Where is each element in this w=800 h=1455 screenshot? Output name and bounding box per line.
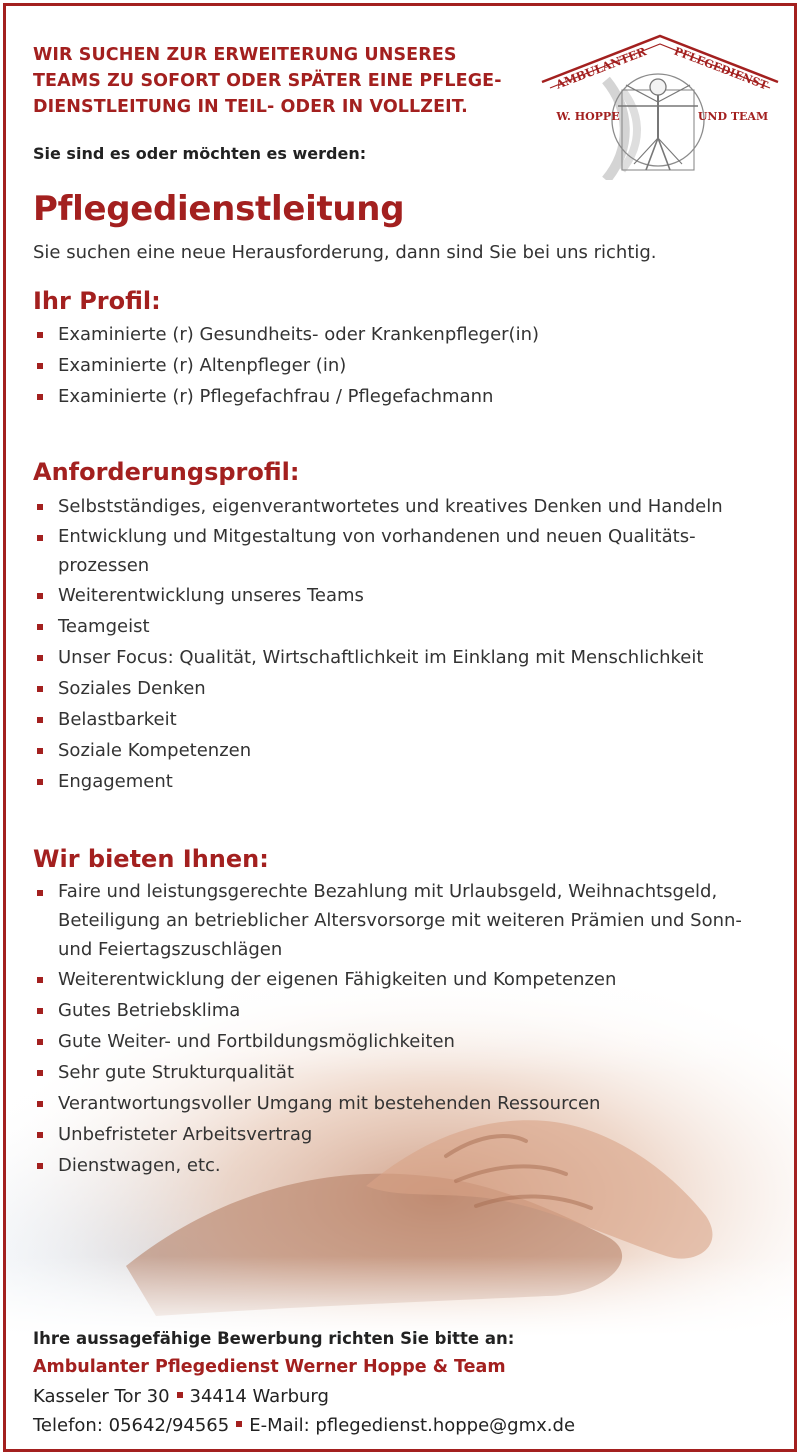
list-item: Dienstwagen, etc. xyxy=(33,1150,768,1181)
list-item: Weiterentwicklung der eigenen Fähigkeiten und Kompetenzen xyxy=(33,964,768,995)
list-item: Faire und leistungsgerechte Bezahlung mit Urlaubsgeld, Weihnachtsgeld, Beteiligung an betrieblicher Altersvorsorge mit weiteren Prämien und Sonn- und Feiertagszuschlägen xyxy=(33,877,768,964)
list-item: Entwicklung und Mitgestaltung von vorhandenen und neuen Qualitäts- prozessen xyxy=(33,522,783,580)
list-item: Engagement xyxy=(33,766,783,797)
apply-note: Ihre aussagefähige Bewerbung richten Sie bitte an: xyxy=(33,1329,515,1348)
list-item: Unser Focus: Qualität, Wirtschaftlichkeit im Einklang mit Menschlichkeit xyxy=(33,642,783,673)
phone: Telefon: 05642/94565 xyxy=(33,1415,230,1436)
logo-text-bottom-left: W. HOPPE xyxy=(556,110,620,123)
list-item: Weiterentwicklung unseres Teams xyxy=(33,580,783,611)
list-item: Soziales Denken xyxy=(33,673,783,704)
list-item: Soziale Kompetenzen xyxy=(33,735,783,766)
headline-line: TEAMS ZU SOFORT ODER SPÄTER EINE PFLEGE- xyxy=(33,71,502,91)
headline xyxy=(33,42,533,120)
section-title-anforderungen: Anforderungsprofil: xyxy=(33,458,300,486)
list-item: Unbefristeter Arbeitsvertrag xyxy=(33,1119,768,1150)
angebot-list xyxy=(33,877,768,1181)
list-item: Gute Weiter- und Fortbildungsmöglichkeiten xyxy=(33,1026,768,1057)
headline-line: DIENSTLEITUNG IN TEIL- ODER IN VOLLZEIT. xyxy=(33,97,468,117)
list-item: Teamgeist xyxy=(33,611,783,642)
company-logo xyxy=(536,30,784,180)
logo-text-top-left: AMBULANTER xyxy=(553,44,649,92)
list-item: Examinierte (r) Altenpfleger (in) xyxy=(33,350,783,381)
city: 34414 Warburg xyxy=(189,1386,329,1407)
list-item: Belastbarkeit xyxy=(33,704,783,735)
section-title-angebot: Wir bieten Ihnen: xyxy=(33,845,269,873)
profil-list xyxy=(33,319,783,412)
sub-intro: Sie sind es oder möchten es werden: xyxy=(33,144,367,163)
address-line xyxy=(33,1382,773,1411)
list-item: Examinierte (r) Pflegefachfrau / Pflegefachmann xyxy=(33,381,783,412)
headline-line: WIR SUCHEN ZUR ERWEITERUNG UNSERES xyxy=(33,45,457,65)
ad-frame xyxy=(3,3,797,1452)
email-link[interactable]: E-Mail: pflegedienst.hoppe@gmx.de xyxy=(249,1415,576,1436)
logo-text-top-right: PFLEGEDIENST xyxy=(672,44,770,93)
intro-text: Sie suchen eine neue Herausforderung, dann sind Sie bei uns richtig. xyxy=(33,242,657,263)
vitruvian-man-icon xyxy=(606,74,704,180)
contact-line xyxy=(33,1411,773,1440)
street: Kasseler Tor 30 xyxy=(33,1386,170,1407)
list-item: Gutes Betriebsklima xyxy=(33,995,768,1026)
company-name: Ambulanter Pflegedienst Werner Hoppe & Team xyxy=(33,1357,506,1377)
logo-text-bottom-right: UND TEAM xyxy=(697,110,769,123)
contact-block xyxy=(33,1324,773,1440)
list-item: Selbstständiges, eigenverantwortetes und kreatives Denken und Handeln xyxy=(33,491,783,522)
list-item: Verantwortungsvoller Umgang mit bestehenden Ressourcen xyxy=(33,1088,768,1119)
job-title: Pflegedienstleitung xyxy=(33,189,405,229)
separator-square-icon xyxy=(177,1392,183,1398)
separator-square-icon xyxy=(236,1421,242,1427)
section-title-profil: Ihr Profil: xyxy=(33,287,161,315)
list-item: Examinierte (r) Gesundheits- oder Krankenpfleger(in) xyxy=(33,319,783,350)
list-item: Sehr gute Strukturqualität xyxy=(33,1057,768,1088)
anforderungen-list xyxy=(33,491,783,797)
